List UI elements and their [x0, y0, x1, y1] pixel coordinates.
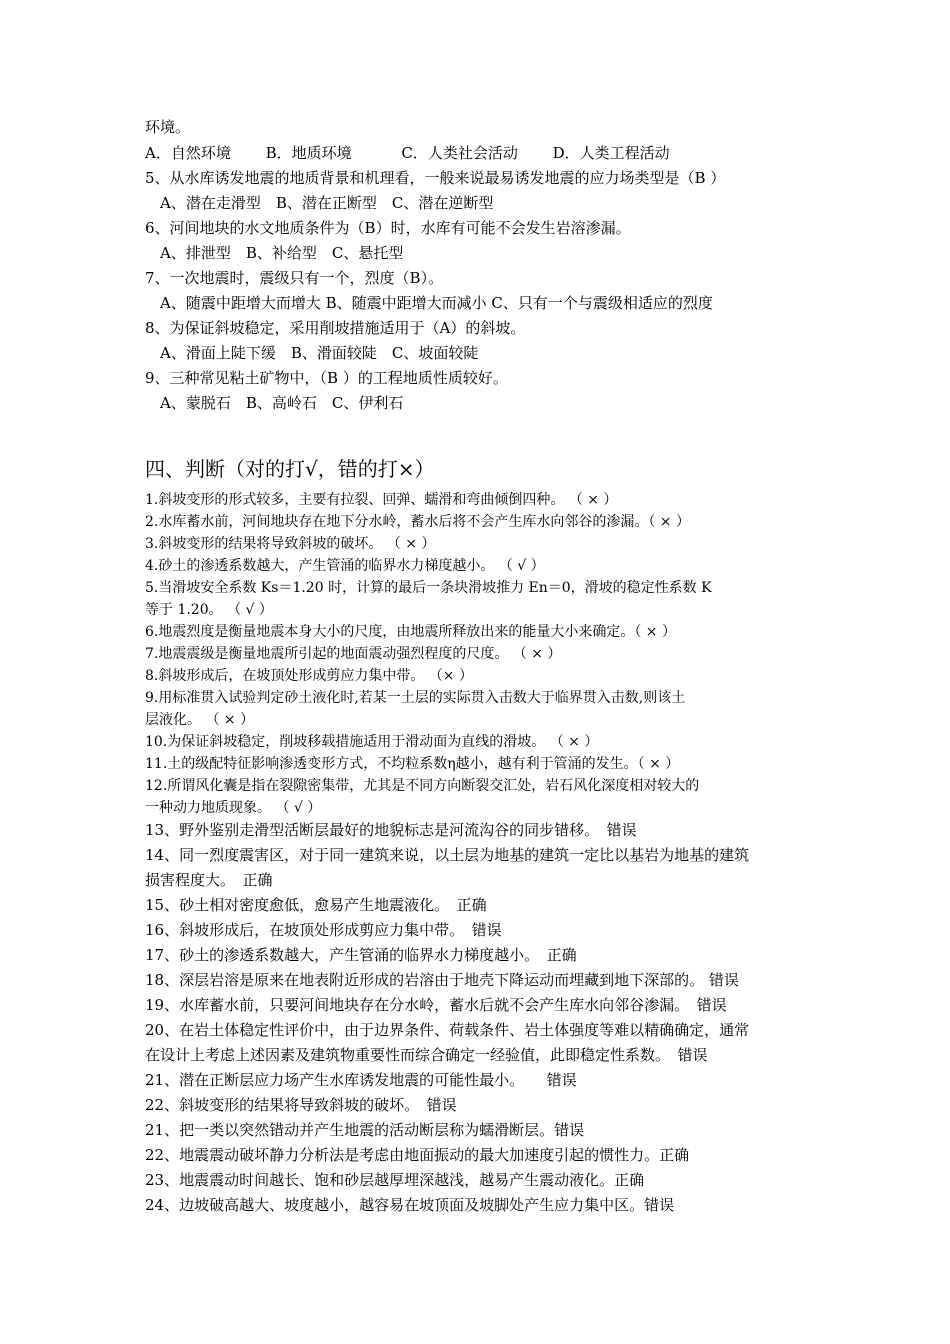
judgement-item: 15、砂土相对密度愈低，愈易产生地震液化。 正确: [145, 896, 487, 914]
question-8: 8、为保证斜坡稳定，采用削坡措施适用于（A）的斜坡。: [145, 319, 526, 337]
judgement-item: 19、水库蓄水前，只要河间地块存在分水岭，蓄水后就不会产生库水向邻谷渗漏。 错误: [145, 996, 727, 1014]
option-line: A．自然环境 B．地质环境 C．人类社会活动 D．人类工程活动: [145, 144, 670, 162]
option-line: A、随震中距增大而增大 B、随震中距增大而减小 C、只有一个与震级相适应的烈度: [145, 294, 713, 312]
question-5: 5、从水库诱发地震的地质背景和机理看，一般来说最易诱发地震的应力场类型是（B ）: [145, 169, 726, 187]
judgement-item: 1.斜坡变形的形式较多，主要有拉裂、回弹、蠕滑和弯曲倾倒四种。 （ × ）: [145, 492, 618, 508]
judgement-item: 21、潜在正断层应力场产生水库诱发地震的可能性最小。 错误: [145, 1071, 577, 1089]
option-line: A、潜在走滑型 B、潜在正断型 C、潜在逆断型: [145, 194, 494, 212]
judgement-item: 22、地震震动破坏静力分析法是考虑由地面振动的最大加速度引起的惯性力。正确: [145, 1146, 690, 1164]
judgement-item: 10.为保证斜坡稳定，削坡移载措施适用于滑动面为直线的滑坡。 （ × ）: [145, 734, 599, 750]
judgement-item: 17、砂土的渗透系数越大，产生管涌的临界水力梯度越小。 正确: [145, 946, 577, 964]
judgement-item: 层液化。 （ × ）: [145, 712, 255, 728]
section-heading: 四、判断（对的打√，错的打×）: [145, 457, 435, 481]
judgement-item: 一种动力地质现象。 （ √ ）: [145, 800, 322, 816]
judgement-item: 损害程度大。 正确: [145, 871, 273, 889]
question-9: 9、三种常见粘土矿物中，（B ）的工程地质性质较好。: [145, 369, 508, 387]
judgement-item: 8.斜坡形成后，在坡顶处形成剪应力集中带。 （× ）: [145, 668, 473, 684]
judgement-item: 22、斜坡变形的结果将导致斜坡的破坏。 错误: [145, 1096, 457, 1114]
judgement-item: 23、地震震动时间越长、饱和砂层越厚埋深越浅，越易产生震动液化。正确: [145, 1171, 645, 1189]
judgement-item: 21、把一类以突然错动并产生地震的活动断层称为蠕滑断层。错误: [145, 1121, 585, 1139]
text-line: 环境。: [145, 118, 191, 136]
judgement-item: 12.所谓风化囊是指在裂隙密集带，尤其是不同方向断裂交汇处，岩石风化深度相对较大的: [145, 778, 700, 794]
judgement-item: 在设计上考虑上述因素及建筑物重要性而综合确定一经验值，此即稳定性系数。 错误: [145, 1046, 708, 1064]
judgement-item: 5.当滑坡安全系数 Ks＝1.20 时，计算的最后一条块滑坡推力 En＝0，滑坡的稳定性系数 K: [145, 580, 712, 596]
option-line: A、排泄型 B、补给型 C、悬托型: [145, 244, 404, 262]
judgement-item: 等于 1.20。 （ √ ）: [145, 602, 273, 618]
judgement-item: 2.水库蓄水前，河间地块存在地下分水岭，蓄水后将不会产生库水向邻谷的渗漏。（ × ）: [145, 514, 690, 530]
question-6: 6、河间地块的水文地质条件为（B）时，水库有可能不会发生岩溶渗漏。: [145, 219, 631, 237]
judgement-item: 20、在岩土体稳定性评价中，由于边界条件、荷载条件、岩土体强度等难以精确确定，通常: [145, 1021, 750, 1039]
judgement-item: 3.斜坡变形的结果将导致斜坡的破坏。 （ × ）: [145, 536, 436, 552]
option-line: A、蒙脱石 B、高岭石 C、伊利石: [145, 394, 404, 412]
judgement-item: 18、深层岩溶是原来在地表附近形成的岩溶由于地壳下降运动而埋藏到地下深部的。 错误: [145, 971, 739, 989]
judgement-item: 24、边坡破高越大、坡度越小，越容易在坡顶面及坡脚处产生应力集中区。错误: [145, 1196, 675, 1214]
judgement-item: 11.土的级配特征影响渗透变形方式，不均粒系数η越小，越有利于管涌的发生。（ × ）: [145, 756, 680, 772]
question-7: 7、一次地震时，震级只有一个，烈度（B）。: [145, 269, 444, 287]
judgement-item: 4.砂土的渗透系数越大，产生管涌的临界水力梯度越小。 （ √ ）: [145, 558, 545, 574]
judgement-item: 16、斜坡形成后，在坡顶处形成剪应力集中带。 错误: [145, 921, 502, 939]
judgement-item: 7.地震震级是衡量地震所引起的地面震动强烈程度的尺度。 （ × ）: [145, 646, 562, 662]
judgement-item: 13、野外鉴别走滑型活断层最好的地貌标志是河流沟谷的同步错移。 错误: [145, 821, 637, 839]
judgement-item: 6.地震烈度是衡量地震本身大小的尺度，由地震所释放出来的能量大小来确定。（ × ）: [145, 624, 676, 640]
judgement-item: 14、同一烈度震害区，对于同一建筑来说，以土层为地基的建筑一定比以基岩为地基的建筑: [145, 846, 750, 864]
option-line: A、滑面上陡下缓 B、滑面较陡 C、坡面较陡: [145, 344, 479, 362]
judgement-item: 9.用标准贯入试验判定砂土液化时,若某一土层的实际贯入击数大于临界贯入击数,则该土: [145, 690, 686, 706]
